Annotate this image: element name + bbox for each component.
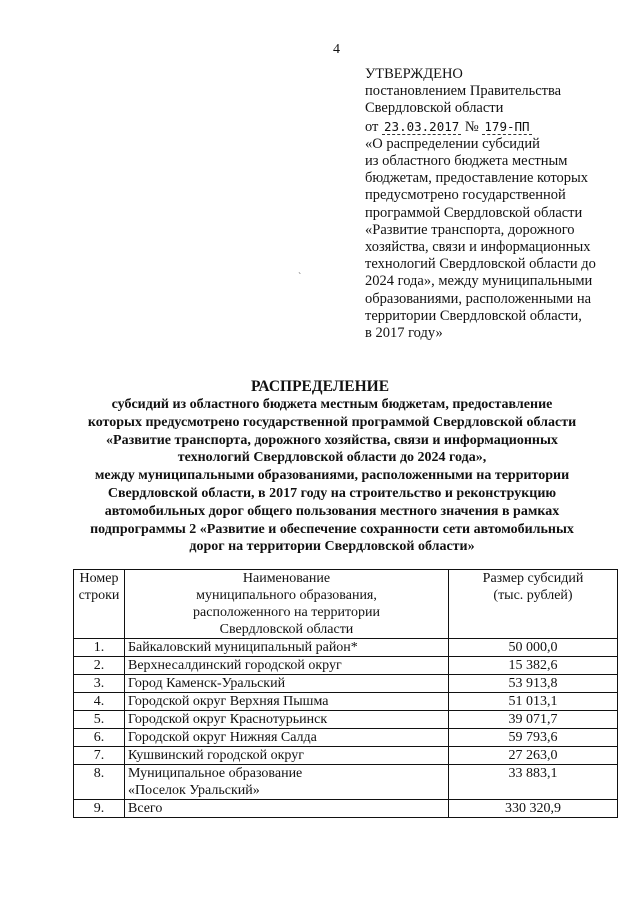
- subsidy-amount: 59 793,6: [449, 729, 618, 747]
- subtitle-line: технологий Свердловской области до 2024 года»,: [177, 450, 487, 466]
- table-row: [74, 765, 618, 800]
- subtitle-line: подпрограммы 2 «Развитие и обеспечение сохранности сети автомобильных: [90, 521, 574, 537]
- municipality-name: [125, 657, 449, 675]
- municipality-name-line: Город Каменск-Уральский: [128, 676, 286, 691]
- municipality-name: [125, 800, 449, 818]
- document-subtitle: [40, 396, 624, 556]
- resolution-title-line: из областного бюджета местным: [365, 153, 568, 170]
- subtitle-line: которых предусмотрено государственной программой Свердловской области: [87, 414, 577, 430]
- approval-date-line: [365, 118, 625, 136]
- resolution-title: [365, 136, 625, 342]
- municipality-name: [125, 711, 449, 729]
- resolution-title-line: технологий Свердловской области до: [365, 256, 596, 273]
- municipality-name-line: Городской округ Нижняя Салда: [128, 730, 317, 745]
- municipality-name-line: Верхнесалдинский городской округ: [128, 658, 342, 673]
- municipality-name-line: Городской округ Верхняя Пышма: [128, 694, 329, 709]
- approval-block: [365, 66, 625, 342]
- municipality-name: [125, 693, 449, 711]
- subsidy-amount: 27 263,0: [449, 747, 618, 765]
- resolution-title-line: территории Свердловской области,: [365, 307, 582, 324]
- header-row-number: Номер строки: [74, 570, 125, 639]
- municipality-name-line: «Поселок Уральский»: [128, 783, 260, 798]
- subtitle-line: между муниципальными образованиями, расположенными на территории: [94, 468, 570, 484]
- row-number: 2.: [74, 657, 125, 675]
- subsidy-amount: 39 071,7: [449, 711, 618, 729]
- row-number: 5.: [74, 711, 125, 729]
- row-number: 1.: [74, 639, 125, 657]
- municipality-name-line: Муниципальное образование: [128, 766, 303, 781]
- municipality-name: [125, 747, 449, 765]
- municipality-name: [125, 639, 449, 657]
- subsidy-amount: 33 883,1: [449, 765, 618, 800]
- subtitle-line: субсидий из областного бюджета местным бюджетам, предоставление: [111, 397, 553, 412]
- table-row: [74, 800, 618, 818]
- subsidy-amount: 51 013,1: [449, 693, 618, 711]
- header-municipality: Наименование муниципального образования, расположенного на территории Свердловской области: [125, 570, 449, 639]
- date-prefix: от: [365, 118, 379, 135]
- subsidy-amount: 15 382,6: [449, 657, 618, 675]
- table-row: [74, 711, 618, 729]
- municipality-name-line: Всего: [128, 801, 163, 816]
- table-row: [74, 729, 618, 747]
- row-number: 3.: [74, 675, 125, 693]
- subtitle-line: «Развитие транспорта, дорожного хозяйства, связи и информационных: [106, 432, 558, 448]
- number-prefix: №: [464, 118, 479, 135]
- row-number: 6.: [74, 729, 125, 747]
- approval-line: Свердловской области: [365, 100, 504, 117]
- resolution-title-line: 2024 года», между муниципальными: [365, 273, 593, 290]
- table-row: [74, 675, 618, 693]
- subsidy-amount: 50 000,0: [449, 639, 618, 657]
- resolution-title-line: предусмотрено государственной: [365, 187, 566, 204]
- approval-number: 179-ПП: [484, 118, 530, 134]
- subsidies-table: [73, 569, 618, 818]
- subtitle-line: автомобильных дорог общего пользования местного значения в рамках: [104, 503, 560, 519]
- approval-date: 23.03.2017: [384, 118, 460, 134]
- resolution-title-line: бюджетам, предоставление которых: [365, 170, 589, 187]
- resolution-title-line: хозяйства, связи и информационных: [365, 239, 591, 256]
- approval-line: постановлением Правительства: [365, 83, 562, 100]
- approval-heading: УТВЕРЖДЕНО: [365, 66, 463, 82]
- resolution-title-line: «Развитие транспорта, дорожного: [365, 221, 575, 238]
- table-header-row: [74, 570, 618, 639]
- municipality-name-line: Кушвинский городской округ: [128, 748, 304, 763]
- subtitle-line: дорог на территории Свердловской области»: [189, 539, 475, 555]
- resolution-title-line: программой Свердловской области: [365, 204, 583, 221]
- subsidy-amount: 53 913,8: [449, 675, 618, 693]
- header-amount: Размер субсидий (тыс. рублей): [449, 570, 618, 639]
- table-row: [74, 639, 618, 657]
- row-number: 7.: [74, 747, 125, 765]
- document-title: РАСПРЕДЕЛЕНИЕ: [250, 378, 390, 395]
- resolution-title-line: «О распределении субсидий: [365, 135, 540, 152]
- municipality-name-line: Городской округ Краснотурьинск: [128, 712, 328, 727]
- scan-artifact: `: [298, 272, 302, 283]
- row-number: 4.: [74, 693, 125, 711]
- municipality-name: [125, 675, 449, 693]
- resolution-title-line: образованиями, расположенными на: [365, 290, 592, 307]
- row-number: 9.: [74, 800, 125, 818]
- table-row: [74, 693, 618, 711]
- page-number: 4: [333, 42, 340, 57]
- resolution-title-line: в 2017 году»: [365, 325, 443, 342]
- municipality-name: [125, 729, 449, 747]
- subtitle-line: Свердловской области, в 2017 году на строительство и реконструкцию: [107, 485, 557, 501]
- table-body: [74, 639, 618, 818]
- subsidy-amount: 330 320,9: [449, 800, 618, 818]
- table-row: [74, 747, 618, 765]
- row-number: 8.: [74, 765, 125, 800]
- municipality-name-line: Байкаловский муниципальный район*: [128, 640, 358, 655]
- table-row: [74, 657, 618, 675]
- municipality-name: [125, 765, 449, 800]
